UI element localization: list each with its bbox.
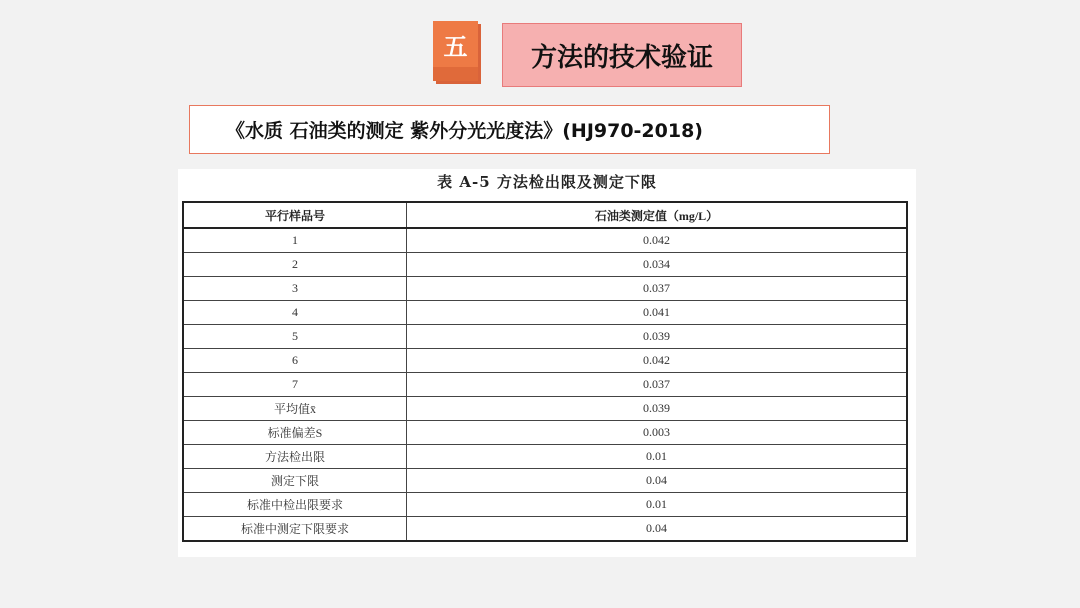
row-label-cell: 标准中测定下限要求 [183,517,407,542]
row-value-cell: 0.04 [407,469,908,493]
row-value-cell: 0.039 [407,397,908,421]
table-row [183,301,907,325]
row-label-cell: 2 [183,253,407,277]
row-label-cell: 4 [183,301,407,325]
table-row [183,277,907,301]
section-number: 五 [443,32,468,61]
row-label-cell: 6 [183,349,407,373]
scanned-table-image [178,169,916,557]
section-number-badge [433,21,478,81]
row-value-cell: 0.01 [407,445,908,469]
header-sample-number: 平行样品号 [183,202,407,228]
header-measured-value: 石油类测定值（mg/L） [407,202,908,228]
row-label-cell: 测定下限 [183,469,407,493]
row-label-cell: 1 [183,228,407,253]
row-value-cell: 0.034 [407,253,908,277]
row-value-cell: 0.04 [407,517,908,542]
table-body [183,228,907,541]
table-row [183,517,907,542]
section-title: 方法的技术验证 [502,23,742,87]
row-label-cell: 7 [183,373,407,397]
row-label-cell: 标准偏差S [183,421,407,445]
results-table [182,201,908,542]
table-row [183,325,907,349]
row-value-cell: 0.042 [407,228,908,253]
row-label-cell: 5 [183,325,407,349]
table-row [183,253,907,277]
row-label-cell: 3 [183,277,407,301]
table-row [183,493,907,517]
row-value-cell: 0.039 [407,325,908,349]
table-row [183,421,907,445]
row-label-cell: 平均值x̄ [183,397,407,421]
row-value-cell: 0.037 [407,373,908,397]
row-value-cell: 0.041 [407,301,908,325]
table-caption: 表 A-5 方法检出限及测定下限 [437,173,657,191]
table-row [183,397,907,421]
row-value-cell: 0.037 [407,277,908,301]
row-value-cell: 0.003 [407,421,908,445]
table-header-row [183,202,907,228]
row-label-cell: 标准中检出限要求 [183,493,407,517]
row-value-cell: 0.01 [407,493,908,517]
table-row [183,469,907,493]
table-row [183,445,907,469]
row-label-cell: 方法检出限 [183,445,407,469]
standard-title: 《水质 石油类的测定 紫外分光光度法》(HJ970-2018) [189,105,830,154]
table-row [183,349,907,373]
table-row [183,228,907,253]
row-value-cell: 0.042 [407,349,908,373]
table-row [183,373,907,397]
